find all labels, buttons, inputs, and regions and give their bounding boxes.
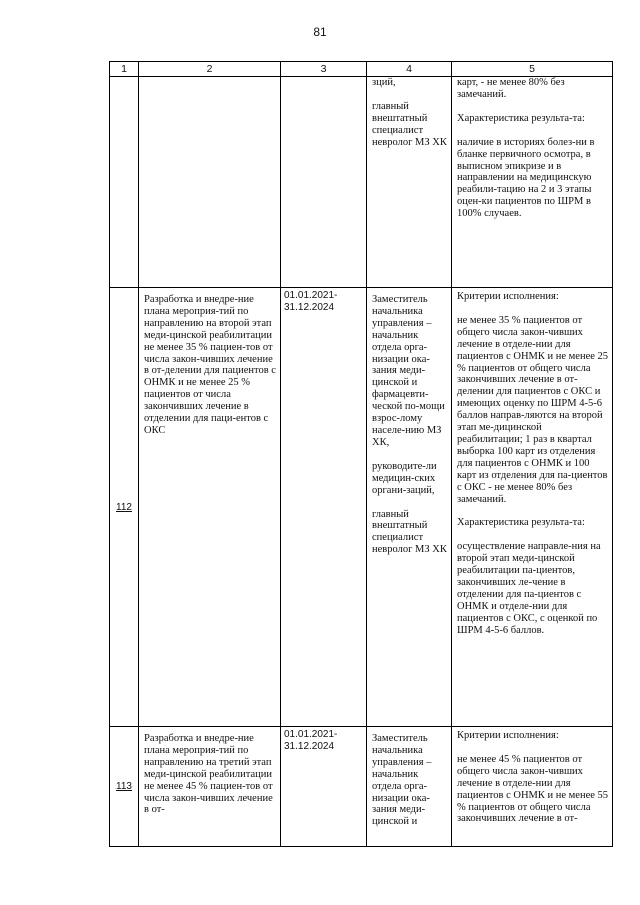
criteria-text: не менее 45 % пациентов от общего числа закон-чивших лечение в отделе-нии для пациентов с ОНМК и не менее 55 % пациентов от общего числа закончивших лечение в от-	[457, 753, 609, 825]
criteria-text: осуществление направле-ния на второй этап меди-цинской реабилитации па-циентов, закончивших ле-чение в отделении для па-циентов с ОНМК и отделе-нии для пациентов с ОКС, с оценкой по ШРМ 4-5-6 баллов.	[457, 541, 601, 636]
dates-cell: 01.01.2021-31.12.2024	[281, 727, 367, 847]
criteria-cell	[452, 727, 613, 847]
dates-cell	[281, 77, 367, 288]
responsible-text: руководите-ли медицин-ских органи-заций,	[372, 460, 437, 496]
page-number: 81	[313, 25, 327, 39]
criteria-text: Критерии исполнения:	[457, 291, 559, 302]
criteria-cell	[452, 77, 613, 288]
col-header-1: 1	[110, 62, 139, 77]
col-header-3: 3	[281, 62, 367, 77]
header-row	[110, 62, 613, 77]
measure-cell: Разработка и внедре-ние плана мероприя-тий по направлению на второй этап меди-цинской реабилитации не менее 35 % пациен-тов от числа закон-чивших лечение в от-делении для пациентов с ОНМК и не менее 25 % пациентов от числа закончивших лечение в отделении для паци-ентов с ОКС	[139, 288, 281, 727]
responsible-cell	[367, 727, 452, 847]
criteria-text: не менее 35 % пациентов от общего числа закон-чивших лечение в отделе-нии для пациентов с ОНМК и не менее 25 % пациентов от общего числа закончивших лечение в от-делении для пациентов с ОКС и имеющих оценку по ШРМ 4-5-6 баллов направ-ляются на второй этап ме-дицинской реабилитации; 1 раз в квартал выборка 100 карт из отделения для пациентов с ОНМК и 100 карт из отделения для па-циентов с ОКС - не менее 80% без замечаний.	[457, 314, 609, 505]
row-number: 113	[110, 727, 139, 847]
measure-cell	[139, 77, 281, 288]
table-row	[110, 288, 613, 727]
criteria-text: Характеристика результа-та:	[457, 517, 585, 529]
responsible-cell	[367, 288, 452, 727]
dates-cell: 01.01.2021-31.12.2024	[281, 288, 367, 727]
col-header-4: 4	[367, 62, 452, 77]
row-number	[110, 77, 139, 288]
criteria-cell	[452, 288, 613, 727]
col-header-2: 2	[139, 62, 281, 77]
responsible-text: главный внештатный специалист невролог МЗ ХК	[372, 100, 447, 148]
table-row	[110, 727, 613, 847]
col-header-5: 5	[452, 62, 613, 77]
criteria-text: Критерии исполнения:	[457, 730, 559, 741]
table-row	[110, 77, 613, 288]
criteria-text: наличие в историях болез-ни в бланке первичного осмотра, в выписном эпикризе и в направлении на медицинскую реабили-тацию на 2 и 3 этапы оцен-ки пациентов по ШРМ в 100% случаев.	[457, 136, 595, 220]
responsible-cell	[367, 77, 452, 288]
plan-table	[109, 61, 613, 847]
row-number: 112	[110, 288, 139, 727]
criteria-text: карт, - не менее 80% без замечаний.	[457, 77, 565, 100]
responsible-text: главный внештатный специалист невролог МЗ ХК	[372, 508, 447, 556]
responsible-text: Заместитель начальника управления – начальник отдела орга-низации ока-зания меди-цинской и фармацевти-ческой по-мощи взрос-лому населе-нию МЗ ХК,	[372, 294, 445, 448]
criteria-text: Характеристика результа-та:	[457, 112, 585, 124]
responsible-text: зций,	[372, 77, 396, 88]
measure-cell: Разработка и внедре-ние плана мероприя-тий по направлению на третий этап меди-цинской реабилитации не менее 45 % пациен-тов от числа закон-чивших лечение в от-	[139, 727, 281, 847]
responsible-text: Заместитель начальника управления – начальник отдела орга-низации ока-зания меди-цинской и	[372, 733, 432, 828]
